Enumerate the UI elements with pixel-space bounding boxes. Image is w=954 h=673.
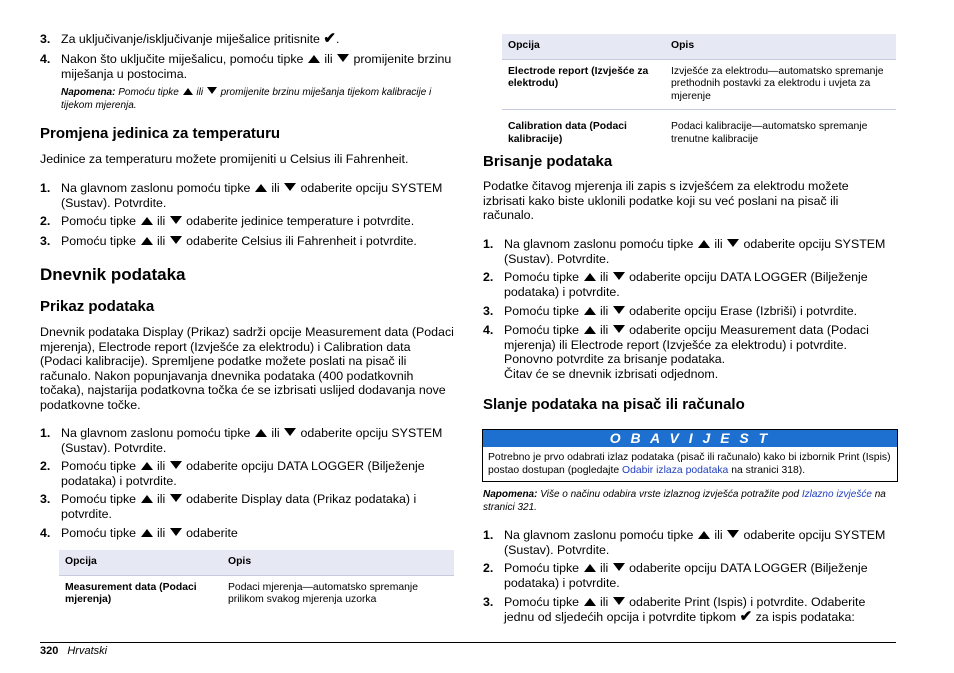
table-cell-description: Podaci kalibracije—automatsko spremanje trenutne kalibracije <box>665 110 896 153</box>
arrow-down-icon <box>613 306 625 314</box>
table-cell-description: Podaci mjerenja—automatsko spremanje prilikom svakog mjerenja uzorka <box>222 575 454 613</box>
view-data-intro: Dnevnik podataka Display (Prikaz) sadrži opcije Measurement data (Podaci mjerenja), Electrode report (Izvješće za elektrodu) i Calibration data (Podaci kalibracije). Spremljene podatke možete poslati na pisač ili računalo. Nakon popunjavanja dnevnika podataka (400 podatkovnih točaka), najstarija podatkovna točka će se izbrisati uslijed dodavanja nove podatkovne točke. <box>40 325 454 412</box>
notice-box <box>482 429 898 482</box>
check-icon: ✔ <box>323 30 336 47</box>
link-output-selection[interactable]: Odabir izlaza podataka <box>622 465 729 476</box>
table-header-option: Opcija <box>502 34 665 59</box>
arrow-down-icon <box>170 528 182 536</box>
arrow-down-icon <box>284 183 296 191</box>
options-table-right <box>502 34 896 153</box>
arrow-down-icon <box>170 236 182 244</box>
table-header-description: Opis <box>665 34 896 59</box>
data-log-heading: Dnevnik podataka <box>40 265 186 284</box>
options-table-left <box>59 550 454 613</box>
arrow-down-icon <box>613 597 625 605</box>
table-row <box>59 575 454 613</box>
arrow-down-icon <box>613 563 625 571</box>
view-data-heading: Prikaz podataka <box>40 298 155 315</box>
footer-language: Hrvatski <box>67 645 108 657</box>
notice-title: O B A V I J E S T <box>483 430 897 447</box>
arrow-down-icon <box>337 54 349 62</box>
table-header-description: Opis <box>222 550 454 575</box>
temp-intro: Jedinice za temperaturu možete promijeniti u Celsius ili Fahrenheit. <box>40 152 409 166</box>
arrow-up-icon <box>584 307 596 315</box>
footer-divider <box>40 642 896 643</box>
notice-body: Potrebno je prvo odabrati izlaz podataka (pisač ili računalo) kako bi izbornik Print (Ispis) postao dostupan (pogledajte Odabir izlaza podataka na stranici 318). <box>488 452 891 476</box>
arrow-down-icon <box>170 494 182 502</box>
arrow-up-icon <box>698 240 710 248</box>
arrow-down-icon <box>284 428 296 436</box>
arrow-up-icon <box>584 598 596 606</box>
arrow-up-icon <box>584 326 596 334</box>
temp-heading: Promjena jedinica za temperaturu <box>40 125 281 142</box>
arrow-up-icon <box>141 237 153 245</box>
check-icon: ✔ <box>739 607 753 625</box>
arrow-down-icon <box>207 87 217 94</box>
arrow-up-icon <box>183 88 193 95</box>
arrow-down-icon <box>170 216 182 224</box>
arrow-up-icon <box>141 217 153 225</box>
arrow-down-icon <box>613 325 625 333</box>
table-cell-option: Measurement data (Podaci mjerenja) <box>59 575 222 613</box>
page-footer <box>40 644 107 658</box>
arrow-up-icon <box>584 564 596 572</box>
arrow-up-icon <box>141 462 153 470</box>
page-number: 320 <box>40 645 59 657</box>
arrow-down-icon <box>613 272 625 280</box>
table-header-row <box>502 34 896 59</box>
arrow-up-icon <box>141 529 153 537</box>
table-header-option: Opcija <box>59 550 222 575</box>
arrow-down-icon <box>170 461 182 469</box>
arrow-up-icon <box>255 429 267 437</box>
arrow-down-icon <box>727 530 739 538</box>
arrow-up-icon <box>698 531 710 539</box>
arrow-up-icon <box>584 273 596 281</box>
send-heading: Slanje podataka na pisač ili računalo <box>483 396 745 413</box>
note-output-report: Napomena: Više o načinu odabira vrste izlaznog izvješća potražite pod Izlazno izvješće na stranici 321. <box>483 489 886 513</box>
table-row <box>502 59 896 110</box>
link-output-report[interactable]: Izlazno izvješće <box>801 489 872 500</box>
table-cell-option: Calibration data (Podaci kalibracije) <box>502 110 665 153</box>
arrow-down-icon <box>727 239 739 247</box>
arrow-up-icon <box>308 55 320 63</box>
note-stirrer: Napomena: Pomoću tipke ili promijenite brzinu miješanja tijekom kalibracije i tijekom mjerenja. <box>61 87 432 111</box>
erase-heading: Brisanje podataka <box>483 153 613 170</box>
table-row <box>502 110 896 153</box>
arrow-up-icon <box>255 184 267 192</box>
arrow-up-icon <box>141 495 153 503</box>
erase-intro: Podatke čitavog mjerenja ili zapis s izvješćem za elektrodu možete izbrisati kako biste uklonili podatke koji su već poslani na pisač ili računalo. <box>483 179 849 223</box>
table-cell-option: Electrode report (Izvješće za elektrodu) <box>502 59 665 110</box>
table-header-row <box>59 550 454 575</box>
table-cell-description: Izvješće za elektrodu—automatsko spremanje prethodnih postavki za elektrodu i uvjeta za mjerenje <box>665 59 896 110</box>
